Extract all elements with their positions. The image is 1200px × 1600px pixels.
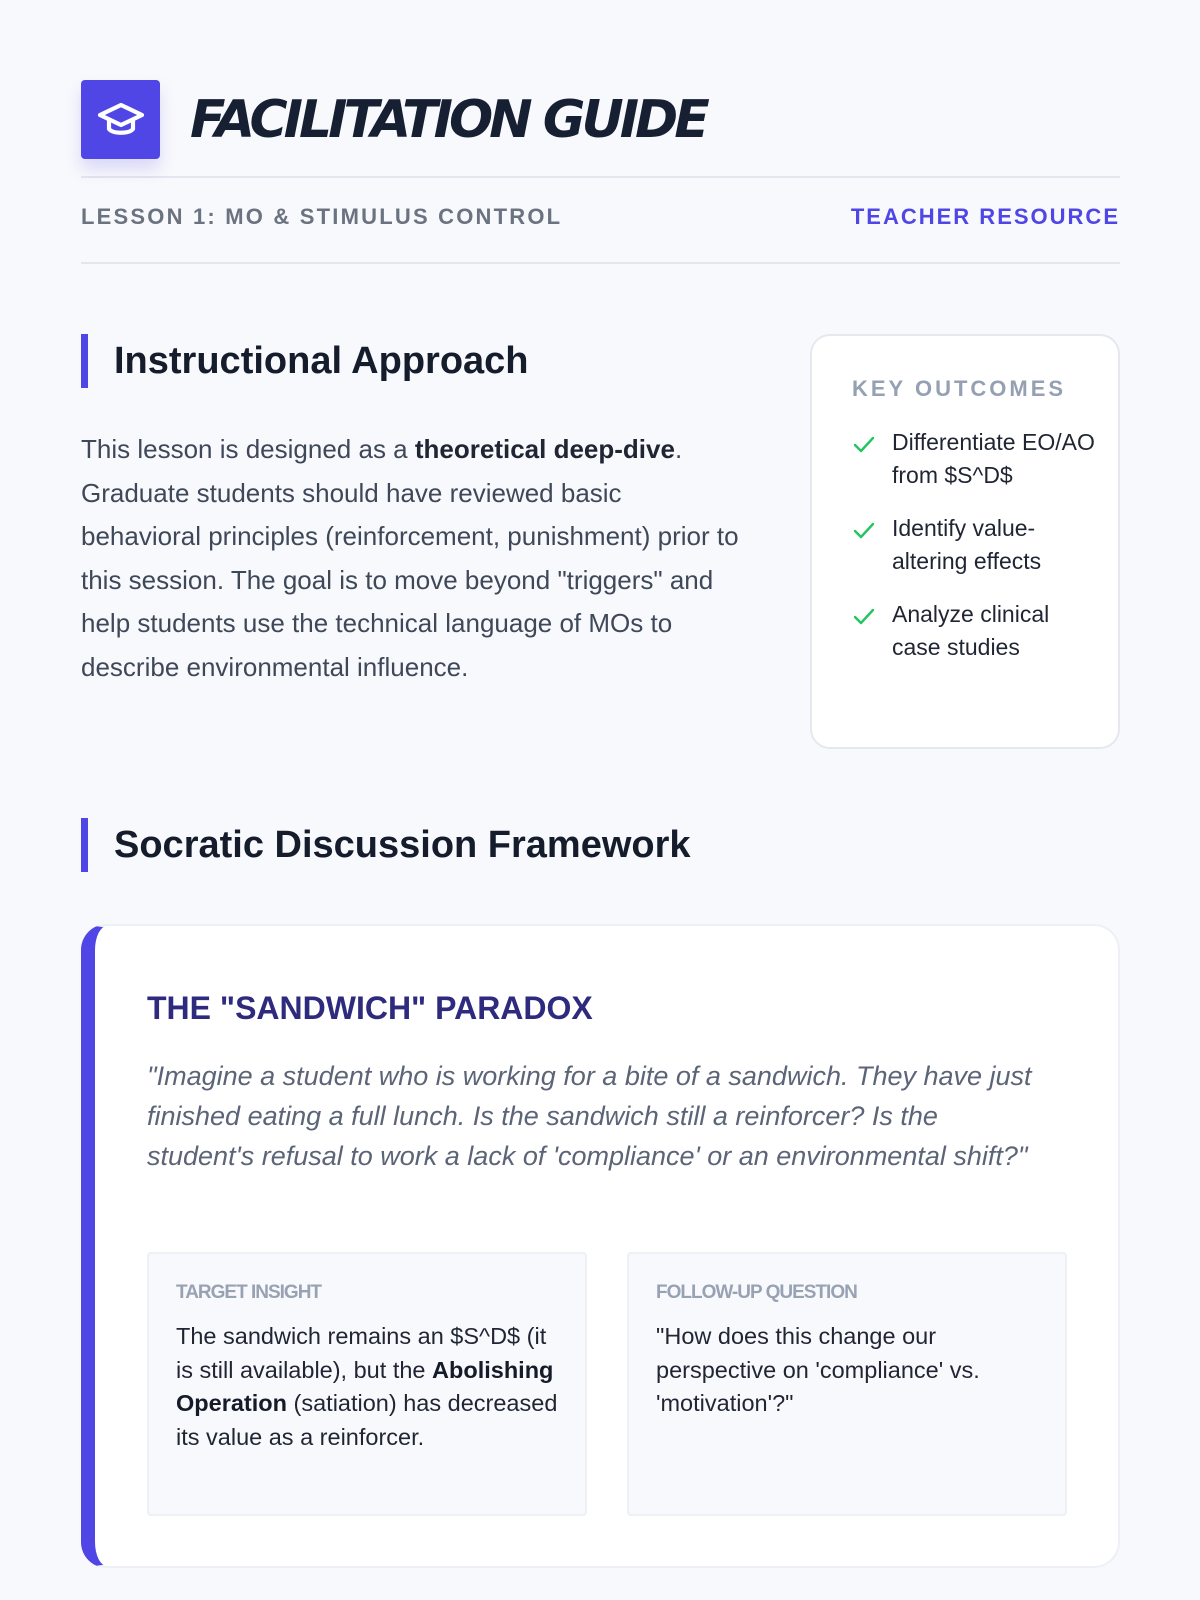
sandwich-paradox-card (81, 924, 1120, 1568)
teacher-resource-tag: TEACHER RESOURCE (850, 204, 1120, 229)
instructional-approach-text (81, 428, 741, 689)
target-insight-label: TARGET INSIGHT (176, 1282, 322, 1303)
key-outcomes-title: KEY OUTCOMES (852, 376, 1067, 401)
instructional-approach-heading: Instructional Approach (81, 334, 529, 388)
lesson-label: LESSON 1: MO & STIMULUS CONTROL (81, 204, 563, 229)
insight-text-start: The sandwich remains an $S^D$ (it is still available), but the (176, 1323, 547, 1383)
approach-text-end: . Graduate students should have reviewed basic behavioral principles (reinforcement, punishment) prior to this session. The goal is to move beyond "triggers" and help students use the technical language of MOs to describe environmental influence. (81, 434, 739, 682)
outcome-text: Analyze clinical case studies (892, 601, 1050, 660)
check-icon (852, 518, 876, 542)
follow-up-question-box (627, 1252, 1067, 1516)
socratic-framework-heading: Socratic Discussion Framework (81, 818, 691, 872)
card-title: THE "SANDWICH" PARADOX (147, 990, 593, 1026)
approach-text-start: This lesson is designed as a (81, 434, 415, 464)
key-outcomes-card (810, 334, 1120, 749)
approach-text-emphasis: theoretical deep-dive (414, 434, 675, 464)
insight-text-emphasis: Abolishing Operation (176, 1356, 554, 1416)
scenario-quote: "Imagine a student who is working for a bite of a sandwich. They have just finished eating a full lunch. Is the sandwich still a reinforcer? Is the student's refusal to work a lack of 'compliance' or an environmental shift?" (147, 1061, 1032, 1171)
outcome-item (852, 598, 1098, 664)
graduation-cap-glyph (97, 100, 145, 140)
outcome-text: Identify value-altering effects (892, 515, 1042, 574)
follow-up-question-text: "How does this change our perspective on 'compliance' vs. 'motivation'?" (656, 1323, 980, 1416)
outcome-item (852, 512, 1098, 578)
insight-text-end: (satiation) has decreased its value as a reinforcer. (176, 1390, 558, 1450)
outcome-text: Differentiate EO/AO from $S^D$ (892, 429, 1095, 488)
graduation-cap-icon (81, 80, 160, 159)
target-insight-text (176, 1320, 559, 1454)
lesson-bar (81, 176, 1120, 264)
page-header (81, 80, 1120, 178)
check-icon (852, 604, 876, 628)
follow-up-question-label: FOLLOW-UP QUESTION (656, 1282, 857, 1303)
target-insight-box (147, 1252, 587, 1516)
page-title: FACILITATION GUIDE (190, 90, 706, 150)
outcome-item (852, 426, 1098, 492)
check-icon (852, 432, 876, 456)
